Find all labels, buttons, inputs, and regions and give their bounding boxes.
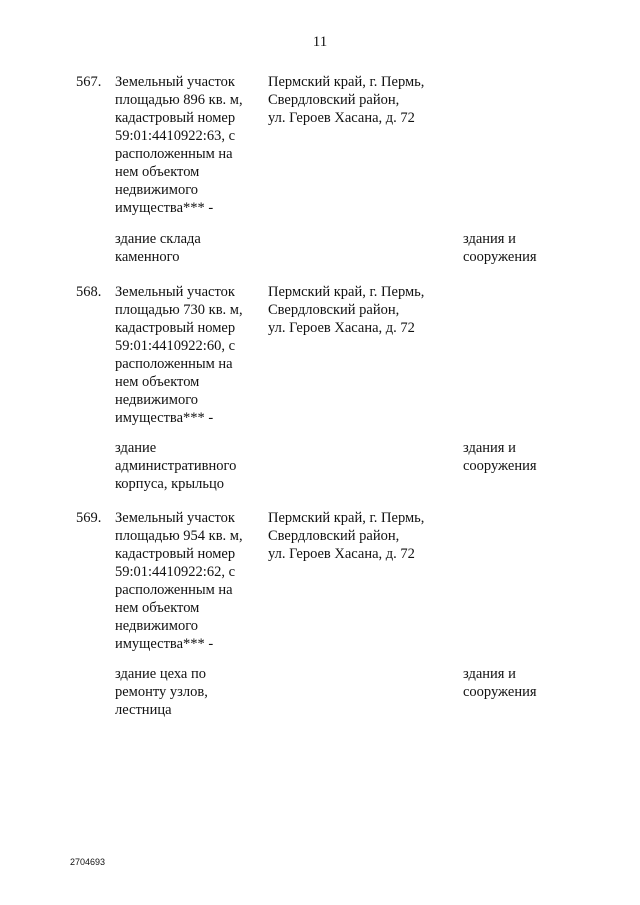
description-line: 59:01:4410922:63, с [115,128,236,144]
category-line: здания и [463,231,516,247]
object-description [115,665,265,719]
object-line: административного [115,458,237,474]
category-line: сооружения [463,684,537,700]
object-line: здание склада [115,231,201,247]
entry-number: 567. [76,74,102,90]
description-line: кадастровый номер [115,110,236,126]
address-line: Свердловский район, [268,302,400,318]
description-line: площадью 730 кв. м, [115,302,243,318]
address-line: Пермский край, г. Пермь, [268,284,425,300]
description-line: нем объектом [115,600,200,616]
object-line: здание [115,440,157,456]
object-category [463,439,583,475]
document-code: 2704693 [70,857,106,867]
entry-address [268,283,458,337]
object-line: здание цеха по [115,666,206,682]
entry-number: 569. [76,510,102,526]
description-line: кадастровый номер [115,546,236,562]
category-line: сооружения [463,458,537,474]
object-description [115,439,265,493]
description-line: расположенным на [115,582,233,598]
entry-description [115,283,265,427]
page-number: 11 [312,34,328,50]
entry-number: 568. [76,284,102,300]
object-line: лестница [115,702,172,718]
address-line: Свердловский район, [268,92,400,108]
address-line: Свердловский район, [268,528,400,544]
description-line: имущества*** - [115,410,214,426]
entry-address [268,73,458,127]
description-line: имущества*** - [115,200,214,216]
address-line: Пермский край, г. Пермь, [268,510,425,526]
description-line: площадью 896 кв. м, [115,92,243,108]
description-line: расположенным на [115,356,233,372]
address-line: ул. Героев Хасана, д. 72 [268,110,415,126]
description-line: площадью 954 кв. м, [115,528,243,544]
object-line: корпуса, крыльцо [115,476,225,492]
description-line: недвижимого [115,392,199,408]
category-line: здания и [463,666,516,682]
object-line: каменного [115,249,180,265]
description-line: Земельный участок [115,284,235,300]
description-line: 59:01:4410922:62, с [115,564,236,580]
description-line: недвижимого [115,618,199,634]
entry-description [115,73,265,217]
entry-address [268,509,458,563]
address-line: ул. Героев Хасана, д. 72 [268,320,415,336]
description-line: имущества*** - [115,636,214,652]
address-line: ул. Героев Хасана, д. 72 [268,546,415,562]
category-line: здания и [463,440,516,456]
address-line: Пермский край, г. Пермь, [268,74,425,90]
description-line: 59:01:4410922:60, с [115,338,236,354]
object-description [115,230,265,266]
description-line: недвижимого [115,182,199,198]
object-line: ремонту узлов, [115,684,208,700]
description-line: нем объектом [115,164,200,180]
object-category [463,665,583,701]
category-line: сооружения [463,249,537,265]
description-line: кадастровый номер [115,320,236,336]
entry-description [115,509,265,653]
description-line: Земельный участок [115,74,235,90]
description-line: расположенным на [115,146,233,162]
description-line: нем объектом [115,374,200,390]
description-line: Земельный участок [115,510,235,526]
object-category [463,230,583,266]
